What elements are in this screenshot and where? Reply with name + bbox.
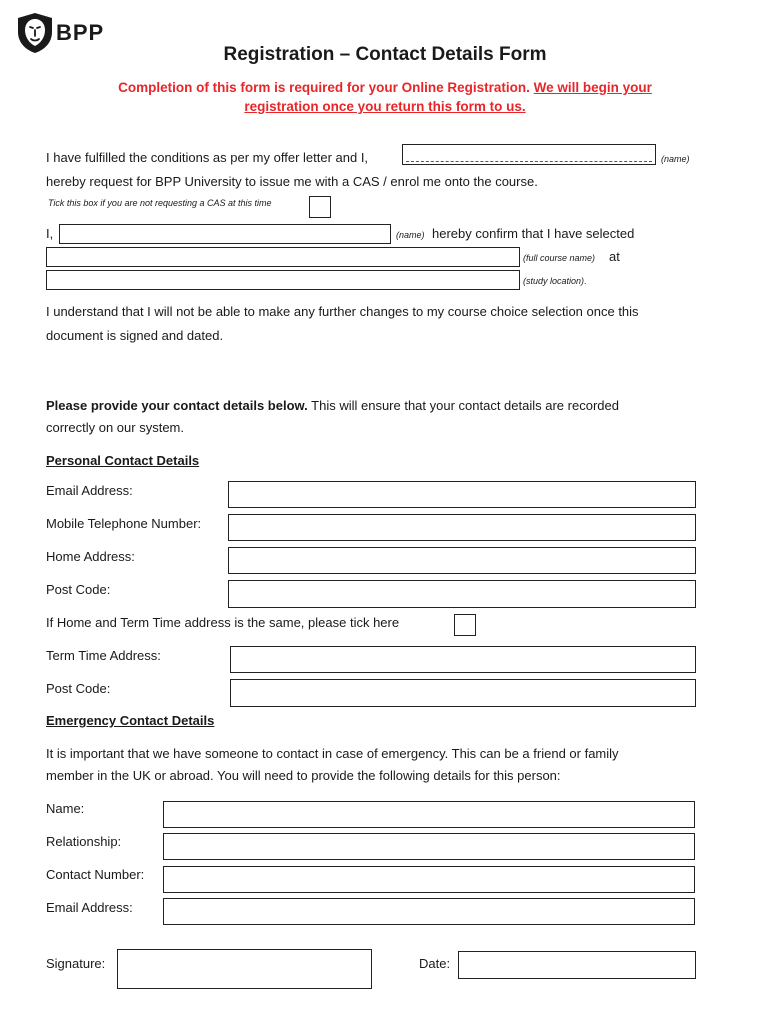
page-title: Registration – Contact Details Form [223,44,547,65]
notice-underlined-2: registration once you return this form to us. [244,99,526,114]
declaration-line-2: hereby request for BPP University to issue me with a CAS / enrol me onto the course. [46,174,538,189]
location-hint-text: (study location) [523,276,585,286]
name-field-1[interactable] [402,144,656,165]
contact-intro-line-2: correctly on our system. [46,420,184,435]
contact-intro-rest: This will ensure that your contact details are recorded [307,398,619,413]
course-hint: (full course name) [523,253,596,263]
understand-line-1: I understand that I will not be able to make any further changes to my course choice selection once this [46,304,639,319]
emergency-email-field[interactable] [163,898,695,925]
name-hint-2: (name) [396,230,425,240]
relationship-field[interactable] [163,833,695,860]
mobile-field[interactable] [228,514,696,541]
contact-intro-bold: Please provide your contact details below. [46,398,308,413]
home-address-field[interactable] [228,547,696,574]
emergency-email-label: Email Address: [46,900,133,915]
notice-line-2 [0,97,770,116]
postcode-2-label: Post Code: [46,681,111,696]
same-address-label: If Home and Term Time address is the same, please tick here [46,615,400,630]
contact-intro-line-1 [46,398,619,414]
email-label: Email Address: [46,483,133,498]
notice-underlined-1: We will begin your [533,80,652,95]
study-location-field[interactable] [46,270,520,290]
email-field[interactable] [228,481,696,508]
declaration-line-1: I have fulfilled the conditions as per my offer letter and I, [46,150,369,165]
home-address-label: Home Address: [46,549,135,564]
signature-label: Signature: [46,956,106,971]
name-field-2[interactable] [59,224,391,244]
date-label: Date: [419,956,451,971]
term-address-label: Term Time Address: [46,648,161,663]
postcode-label: Post Code: [46,582,111,597]
at-text: at [609,249,620,264]
understand-line-2: document is signed and dated. [46,328,224,343]
contact-number-field[interactable] [163,866,695,893]
logo-text: BPP [56,20,105,45]
emergency-name-label: Name: [46,801,85,816]
emergency-intro-line-1: It is important that we have someone to contact in case of emergency. This can be a friend or family [46,746,619,761]
tick-cas-label: Tick this box if you are not requesting a CAS at this time [48,198,272,208]
date-field[interactable] [458,951,696,979]
course-name-field[interactable] [46,247,520,267]
relationship-label: Relationship: [46,834,122,849]
confirm-text: hereby confirm that I have selected [432,226,635,241]
mobile-label: Mobile Telephone Number: [46,516,202,531]
emergency-intro-line-2: member in the UK or abroad. You will need to provide the following details for this person: [46,768,561,783]
postcode-2-field[interactable] [230,679,696,707]
postcode-field[interactable] [228,580,696,608]
personal-heading: Personal Contact Details [46,453,200,468]
same-address-checkbox[interactable] [454,614,476,636]
i-prefix: I, [46,226,54,241]
emergency-name-field[interactable] [163,801,695,828]
term-address-field[interactable] [230,646,696,673]
emergency-heading: Emergency Contact Details [46,713,215,728]
location-hint [523,275,587,287]
location-hint-dot: . [584,276,587,286]
signature-field[interactable] [117,949,372,989]
notice-line-1 [0,78,770,97]
name-hint-1: (name) [661,154,690,164]
contact-number-label: Contact Number: [46,867,145,882]
notice-plain: Completion of this form is required for your Online Registration. [118,80,534,95]
no-cas-checkbox[interactable] [309,196,331,218]
